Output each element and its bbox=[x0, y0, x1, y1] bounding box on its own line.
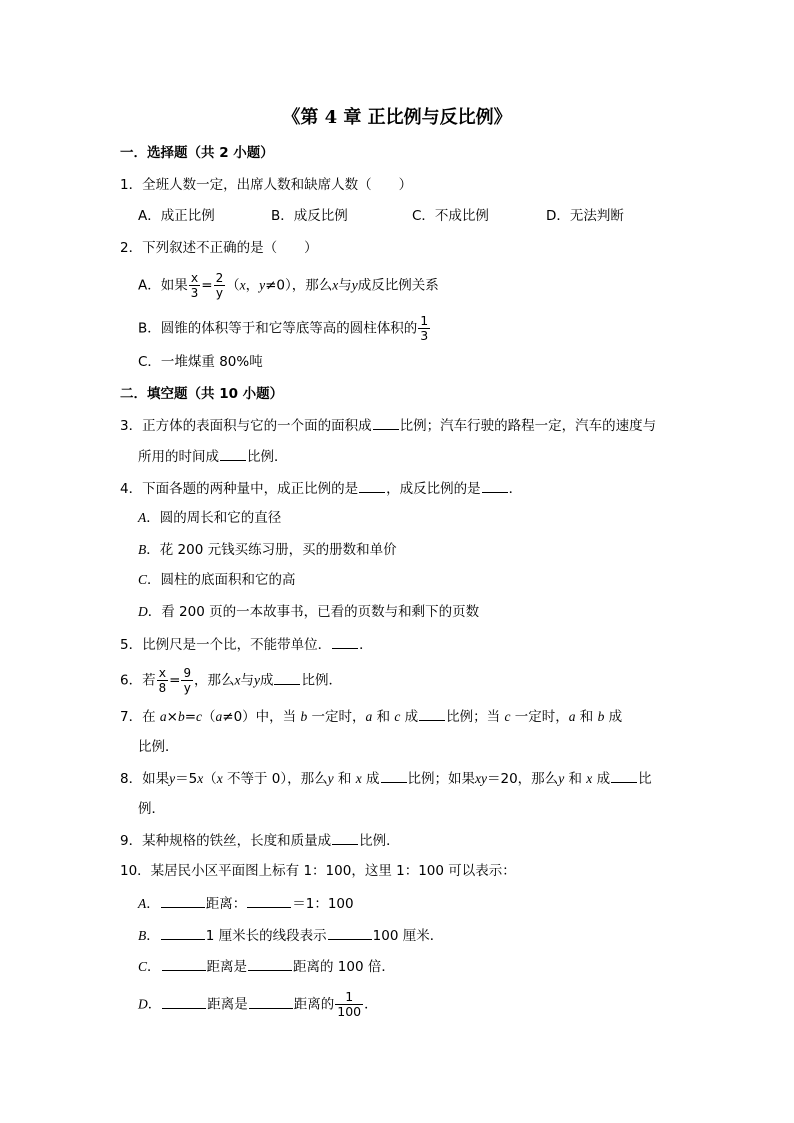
math-variable: C bbox=[138, 959, 148, 974]
text-fragment: 成反比例关系 bbox=[357, 277, 439, 294]
math-variable: x bbox=[216, 771, 223, 786]
fraction-x-over-8 bbox=[157, 666, 169, 695]
answer-blank bbox=[161, 893, 205, 908]
question-8-line-1 bbox=[120, 768, 652, 789]
math-variable: y bbox=[169, 771, 176, 786]
math-variable: y bbox=[351, 277, 358, 293]
question-8-line-2: 例． bbox=[138, 801, 165, 817]
text-fragment: ．花 200 元钱买练习册，买的册数和单价 bbox=[146, 542, 397, 558]
text-fragment: 和 bbox=[376, 709, 391, 725]
math-variable: a bbox=[365, 709, 373, 724]
text-fragment: 成 bbox=[608, 709, 623, 725]
question-2-option-b bbox=[138, 314, 431, 343]
math-variable: A bbox=[138, 896, 147, 911]
answer-blank bbox=[248, 956, 292, 971]
math-variable: B bbox=[138, 542, 147, 557]
math-variable: b bbox=[597, 709, 605, 724]
math-variable: x bbox=[239, 277, 246, 293]
question-7-line-2: 比例． bbox=[138, 739, 179, 755]
text-fragment: 1 厘米长的线段表示 bbox=[205, 928, 327, 944]
question-3-line-1 bbox=[120, 415, 656, 436]
text-fragment: （ bbox=[226, 277, 240, 294]
question-2-option-c: C．一堆煤重 80%吨 bbox=[138, 354, 263, 370]
question-1-stem: 1．全班人数一定，出席人数和缺席人数（ ） bbox=[120, 177, 413, 193]
math-variable: y bbox=[327, 771, 334, 786]
math-variable: D bbox=[138, 604, 148, 619]
question-10-option-b bbox=[138, 925, 443, 946]
text-fragment: 6．若 bbox=[120, 672, 156, 689]
text-fragment: ． bbox=[147, 959, 161, 975]
answer-blank bbox=[161, 925, 205, 940]
text-fragment: 5．比例尺是一个比，不能带单位． bbox=[120, 637, 332, 653]
fraction-denominator: 8 bbox=[158, 680, 167, 695]
text-fragment: = bbox=[184, 709, 197, 725]
text-fragment: ． bbox=[147, 996, 162, 1013]
text-fragment: B．圆锥的体积等于和它等底等高的圆柱体积的 bbox=[138, 320, 418, 337]
math-variable: c bbox=[504, 709, 511, 724]
question-4-stem bbox=[120, 478, 522, 499]
question-10-option-d bbox=[138, 990, 378, 1019]
question-3-line-2 bbox=[138, 446, 288, 467]
text-fragment: ． bbox=[364, 996, 378, 1013]
answer-blank bbox=[611, 768, 637, 783]
answer-blank bbox=[162, 994, 206, 1009]
text-fragment: ， bbox=[245, 277, 260, 294]
text-fragment: 7．在 bbox=[120, 709, 156, 725]
text-fragment: 与 bbox=[338, 277, 352, 294]
math-variable: y bbox=[558, 771, 565, 786]
math-variable: b bbox=[177, 709, 185, 724]
math-variable: x bbox=[234, 672, 241, 688]
text-fragment: ． bbox=[146, 896, 160, 912]
math-variable: D bbox=[138, 996, 148, 1012]
text-fragment: 100 厘米． bbox=[372, 928, 444, 944]
math-variable: A bbox=[138, 510, 147, 525]
fraction-1-over-100 bbox=[335, 990, 363, 1019]
math-variable: c bbox=[196, 709, 203, 724]
question-7-line-1 bbox=[120, 706, 622, 727]
answer-blank bbox=[373, 415, 399, 430]
fraction-denominator: 100 bbox=[337, 1004, 362, 1019]
text-fragment: 比例；当 bbox=[446, 709, 501, 725]
text-fragment: ．圆柱的底面积和它的高 bbox=[147, 572, 296, 588]
text-fragment: 8．如果 bbox=[120, 771, 170, 787]
text-fragment: 比例；如果 bbox=[407, 771, 476, 787]
question-1-option-c: C．不成比例 bbox=[412, 208, 489, 224]
text-fragment: ．圆的周长和它的直径 bbox=[146, 510, 282, 526]
math-variable: a bbox=[159, 709, 167, 724]
text-fragment: （ bbox=[203, 771, 217, 787]
text-fragment: ． bbox=[146, 928, 160, 944]
text-fragment: ，成反比例的是 bbox=[386, 481, 481, 497]
text-fragment: 与 bbox=[240, 672, 254, 689]
math-variable: y bbox=[259, 277, 266, 293]
math-variable: b bbox=[300, 709, 308, 724]
question-5 bbox=[120, 634, 373, 655]
text-fragment: A．如果 bbox=[138, 277, 188, 294]
answer-blank bbox=[162, 956, 206, 971]
text-fragment: ．看 200 页的一本故事书，已看的页数与和剩下的页数 bbox=[147, 604, 480, 620]
text-fragment: ． bbox=[508, 481, 523, 497]
math-variable: y bbox=[253, 672, 260, 688]
text-fragment: 比例． bbox=[247, 449, 288, 465]
question-1-option-d: D．无法判断 bbox=[546, 208, 624, 224]
text-fragment: 一定时， bbox=[514, 709, 569, 725]
text-fragment: （ bbox=[202, 709, 216, 725]
question-9 bbox=[120, 830, 400, 851]
question-1-option-b: B．成反比例 bbox=[271, 208, 348, 224]
answer-blank bbox=[249, 994, 293, 1009]
text-fragment: 所用的时间成 bbox=[138, 449, 219, 465]
math-variable: x bbox=[586, 771, 593, 786]
text-fragment: ＝1：100 bbox=[292, 896, 354, 912]
math-variable: c bbox=[394, 709, 401, 724]
question-2-option-a bbox=[138, 271, 439, 300]
section-heading-fill: 二．填空题（共 10 小题） bbox=[120, 386, 284, 402]
text-fragment: 不等于 0），那么 bbox=[226, 771, 328, 787]
text-fragment: 比例． bbox=[301, 672, 342, 689]
text-fragment: = bbox=[169, 672, 181, 689]
math-variable: a bbox=[215, 709, 223, 724]
answer-blank bbox=[359, 478, 385, 493]
text-fragment: × bbox=[166, 709, 178, 725]
text-fragment: 比 bbox=[638, 771, 652, 787]
fraction-1-over-3 bbox=[418, 314, 430, 343]
text-fragment: ≠0），那么 bbox=[265, 277, 333, 294]
section-heading-choice: 一．选择题（共 2 小题） bbox=[120, 145, 274, 161]
text-fragment: 成 bbox=[259, 672, 274, 689]
text-fragment: ＝20，那么 bbox=[487, 771, 559, 787]
question-4-option-d bbox=[138, 602, 479, 622]
text-fragment: ，那么 bbox=[193, 672, 235, 689]
fraction-numerator: 1 bbox=[420, 313, 429, 328]
text-fragment: ． bbox=[359, 637, 373, 653]
text-fragment: 3．正方体的表面积与它的一个面的面积成 bbox=[120, 418, 372, 434]
text-fragment: 比例． bbox=[359, 833, 400, 849]
fraction-9-over-y bbox=[181, 666, 193, 695]
math-variable: x bbox=[355, 771, 362, 786]
math-variable: x bbox=[332, 277, 339, 293]
answer-blank bbox=[482, 478, 508, 493]
fraction-denominator: y bbox=[183, 680, 191, 695]
fraction-numerator: 1 bbox=[335, 990, 363, 1005]
text-fragment: 和 bbox=[337, 771, 352, 787]
text-fragment: 4．下面各题的两种量中，成正比例的是 bbox=[120, 481, 359, 497]
text-fragment: 一定时， bbox=[311, 709, 366, 725]
question-6 bbox=[120, 666, 342, 695]
math-variable: B bbox=[138, 928, 147, 943]
answer-blank bbox=[381, 768, 407, 783]
fraction-denominator: 3 bbox=[420, 328, 429, 343]
text-fragment: 成 bbox=[366, 771, 380, 787]
math-variable: a bbox=[568, 709, 576, 724]
text-fragment: 距离的 100 倍． bbox=[293, 959, 395, 975]
fraction-numerator: x bbox=[158, 665, 167, 680]
question-10-option-c bbox=[138, 956, 395, 977]
question-4-option-a bbox=[138, 508, 281, 528]
fraction-numerator: x bbox=[190, 270, 199, 285]
question-10-stem: 10．某居民小区平面图上标有 1：100，这里 1：100 可以表示： bbox=[120, 863, 516, 879]
text-fragment: 距离是 bbox=[207, 996, 248, 1013]
text-fragment: 比例；汽车行驶的路程一定，汽车的速度与 bbox=[399, 418, 657, 434]
text-fragment: 成 bbox=[596, 771, 611, 787]
math-variable: xy bbox=[475, 771, 487, 786]
text-fragment: 距离： bbox=[205, 896, 247, 912]
math-variable: C bbox=[138, 572, 148, 587]
fraction-denominator: 3 bbox=[190, 285, 199, 300]
text-fragment: 9．某种规格的铁丝，长度和质量成 bbox=[120, 833, 332, 849]
fraction-numerator: 2 bbox=[215, 270, 224, 285]
answer-blank bbox=[247, 893, 291, 908]
text-fragment: = bbox=[201, 277, 213, 294]
text-fragment: 和 bbox=[579, 709, 594, 725]
question-10-option-a bbox=[138, 893, 354, 914]
page-title: 《第 4 章 正比例与反比例》 bbox=[282, 107, 512, 128]
question-4-option-b bbox=[138, 540, 397, 560]
text-fragment: 成 bbox=[404, 709, 419, 725]
fraction-denominator: y bbox=[215, 285, 224, 300]
question-4-option-c bbox=[138, 570, 296, 590]
question-1-option-a: A．成正比例 bbox=[138, 208, 215, 224]
answer-blank bbox=[419, 706, 445, 721]
question-2-stem: 2．下列叙述不正确的是（ ） bbox=[120, 240, 318, 256]
text-fragment: 距离是 bbox=[206, 959, 248, 975]
text-fragment: 和 bbox=[568, 771, 582, 787]
fraction-x-over-3 bbox=[189, 271, 201, 300]
answer-blank bbox=[274, 670, 300, 685]
fraction-numerator: 9 bbox=[183, 665, 191, 680]
text-fragment: ≠0）中，当 bbox=[222, 709, 297, 725]
answer-blank bbox=[332, 830, 358, 845]
math-variable: x bbox=[197, 771, 204, 786]
fraction-2-over-y bbox=[214, 271, 226, 300]
text-fragment: ＝5 bbox=[175, 771, 198, 787]
text-fragment: 距离的 bbox=[293, 996, 335, 1013]
answer-blank bbox=[332, 634, 358, 649]
answer-blank bbox=[220, 446, 246, 461]
answer-blank bbox=[328, 925, 372, 940]
